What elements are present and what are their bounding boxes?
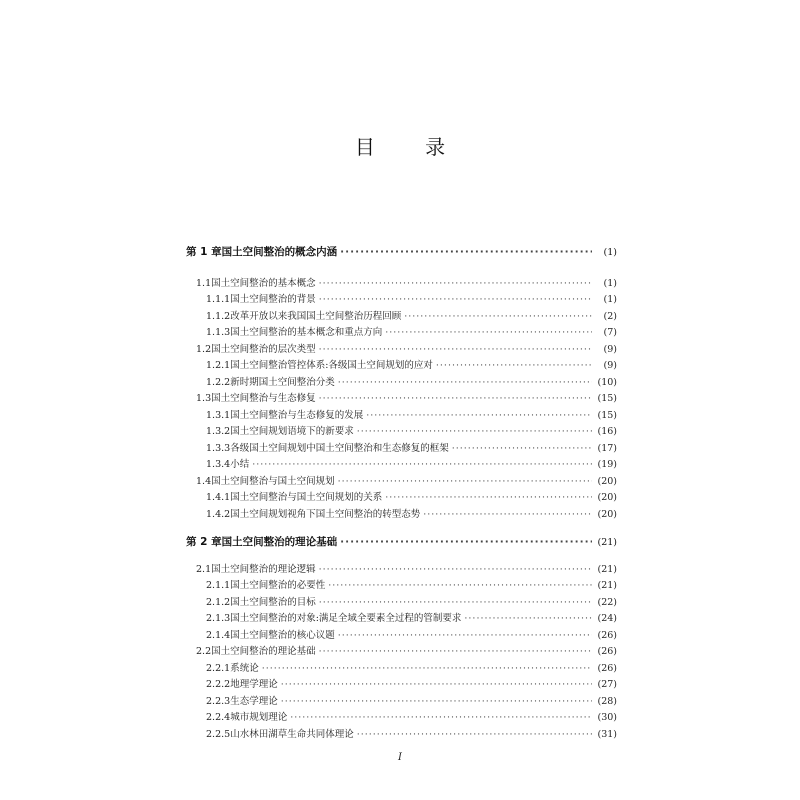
page-number: (26) xyxy=(597,646,617,657)
toc-subsection-1-1-3[interactable] xyxy=(206,326,617,339)
section-title: 国土空间整治的基本概念 xyxy=(211,278,316,289)
subsection-title: 改革开放以来我国国土空间整治历程回顾 xyxy=(230,311,402,322)
toc-chapter-1[interactable] xyxy=(186,246,617,259)
toc-subsection-2-2-4[interactable] xyxy=(206,711,617,724)
chapter-number: 第 1 章 xyxy=(186,246,222,258)
section-number: 1.4 xyxy=(196,476,212,487)
dot-leader xyxy=(319,293,592,306)
dot-leader xyxy=(338,629,592,642)
subsection-number: 2.2.5 xyxy=(206,729,231,740)
page-number: (21) xyxy=(597,537,617,548)
subsection-title: 各级国土空间规划中国土空间整治和生态修复的框架 xyxy=(230,443,449,454)
dot-leader xyxy=(340,536,592,549)
toc-subsection-2-2-1[interactable] xyxy=(206,662,617,675)
toc-subsection-1-3-4[interactable] xyxy=(206,458,617,471)
section-number: 2.1 xyxy=(196,564,212,575)
toc-subsection-2-2-2[interactable] xyxy=(206,678,617,691)
subsection-number: 2.2.1 xyxy=(206,663,231,674)
page-number: (26) xyxy=(597,630,617,641)
toc-subsection-2-2-5[interactable] xyxy=(206,728,617,741)
subsection-title: 地理学理论 xyxy=(230,679,278,690)
page-number: (30) xyxy=(597,712,617,723)
page-number: (21) xyxy=(597,580,617,591)
subsection-title: 新时期国土空间整治分类 xyxy=(230,377,335,388)
dot-leader xyxy=(262,662,592,675)
subsection-number: 2.2.4 xyxy=(206,712,231,723)
page-number: (10) xyxy=(597,377,617,388)
dot-leader xyxy=(252,458,592,471)
subsection-title: 国土空间整治与生态修复的发展 xyxy=(230,410,364,421)
toc-subsection-1-4-2[interactable] xyxy=(206,508,617,521)
dot-leader xyxy=(319,392,592,405)
section-number: 1.1 xyxy=(196,278,212,289)
toc-subsection-1-3-1[interactable] xyxy=(206,409,617,422)
subsection-title: 国土空间整治的对象:满足全域全要素全过程的管制要求 xyxy=(230,613,462,624)
subsection-number: 2.1.1 xyxy=(206,580,231,591)
dot-leader xyxy=(319,645,592,658)
subsection-title: 国土空间整治的必要性 xyxy=(230,580,326,591)
section-number: 1.2 xyxy=(196,344,212,355)
toc-subsection-1-3-2[interactable] xyxy=(206,425,617,438)
subsection-title: 国土空间整治的背景 xyxy=(230,294,316,305)
subsection-number: 1.1.3 xyxy=(206,327,231,338)
toc-subsection-2-2-3[interactable] xyxy=(206,695,617,708)
chapter-number: 第 2 章 xyxy=(186,536,222,548)
page-number: (7) xyxy=(603,327,617,338)
page-number: (1) xyxy=(603,294,617,305)
subsection-number: 2.1.4 xyxy=(206,630,231,641)
dot-leader xyxy=(281,695,592,708)
subsection-number: 1.1.1 xyxy=(206,294,231,305)
subsection-number: 2.1.2 xyxy=(206,597,231,608)
page-number: (21) xyxy=(597,564,617,575)
dot-leader xyxy=(366,409,592,422)
page-number: (20) xyxy=(597,509,617,520)
section-title: 国土空间整治的理论基础 xyxy=(211,646,316,657)
section-title: 国土空间整治与国土空间规划 xyxy=(211,476,335,487)
toc-subsection-2-1-3[interactable] xyxy=(206,612,617,625)
toc-subsection-1-2-1[interactable] xyxy=(206,359,617,372)
subsection-number: 1.4.1 xyxy=(206,492,231,503)
dot-leader xyxy=(338,376,592,389)
page-number: (9) xyxy=(603,344,617,355)
toc-chapter-2[interactable] xyxy=(186,536,617,549)
subsection-number: 2.2.2 xyxy=(206,679,231,690)
toc-section-2-1[interactable] xyxy=(196,563,617,576)
page-number: (1) xyxy=(603,278,617,289)
page-number: (28) xyxy=(597,696,617,707)
subsection-number: 2.1.3 xyxy=(206,613,231,624)
dot-leader xyxy=(357,425,592,438)
page-title: 目 录 xyxy=(354,135,468,159)
dot-leader xyxy=(290,711,592,724)
page-number: (22) xyxy=(597,597,617,608)
dot-leader xyxy=(436,359,592,372)
chapter-title: 国土空间整治的概念内涵 xyxy=(221,246,338,258)
dot-leader xyxy=(328,579,592,592)
dot-leader xyxy=(319,343,592,356)
subsection-number: 1.2.2 xyxy=(206,377,231,388)
page-number: (15) xyxy=(597,410,617,421)
section-number: 1.3 xyxy=(196,393,212,404)
page-number: (26) xyxy=(597,663,617,674)
subsection-title: 国土空间规划视角下国土空间整治的转型态势 xyxy=(230,509,421,520)
subsection-title: 城市规划理论 xyxy=(230,712,288,723)
toc-subsection-1-3-3[interactable] xyxy=(206,442,617,455)
toc-section-2-2[interactable] xyxy=(196,645,617,658)
toc-subsection-1-1-2[interactable] xyxy=(206,310,617,323)
toc-section-1-4[interactable] xyxy=(196,475,617,488)
page-number: (16) xyxy=(597,426,617,437)
page-number: (24) xyxy=(597,613,617,624)
dot-leader xyxy=(404,310,592,323)
subsection-number: 1.2.1 xyxy=(206,360,231,371)
dot-leader xyxy=(340,246,592,259)
dot-leader xyxy=(319,596,592,609)
page-number: (20) xyxy=(597,476,617,487)
page-number: (9) xyxy=(603,360,617,371)
section-title: 国土空间整治的层次类型 xyxy=(211,344,316,355)
page-number: (27) xyxy=(597,679,617,690)
subsection-number: 2.2.3 xyxy=(206,696,231,707)
page-number: (2) xyxy=(603,311,617,322)
dot-leader xyxy=(338,475,592,488)
subsection-title: 系统论 xyxy=(230,663,259,674)
page-number: (20) xyxy=(597,492,617,503)
dot-leader xyxy=(357,728,592,741)
toc-subsection-2-1-2[interactable] xyxy=(206,596,617,609)
subsection-title: 小结 xyxy=(230,459,250,470)
subsection-title: 国土空间整治的目标 xyxy=(230,597,316,608)
dot-leader xyxy=(423,508,592,521)
section-title: 国土空间整治与生态修复 xyxy=(211,393,316,404)
dot-leader xyxy=(452,442,592,455)
section-number: 2.2 xyxy=(196,646,212,657)
subsection-title: 国土空间整治与国土空间规划的关系 xyxy=(230,492,383,503)
subsection-number: 1.3.2 xyxy=(206,426,231,437)
subsection-title: 国土空间整治的核心议题 xyxy=(230,630,335,641)
dot-leader xyxy=(464,612,592,625)
subsection-number: 1.3.3 xyxy=(206,443,231,454)
subsection-title: 生态学理论 xyxy=(230,696,278,707)
dot-leader xyxy=(319,563,592,576)
page-number: (1) xyxy=(603,247,617,258)
toc-section-1-2[interactable] xyxy=(196,343,617,356)
toc-subsection-1-4-1[interactable] xyxy=(206,491,617,504)
toc-section-1-3[interactable] xyxy=(196,392,617,405)
toc-section-1-1[interactable] xyxy=(196,277,617,290)
dot-leader xyxy=(385,326,592,339)
subsection-title: 国土空间整治管控体系:各级国土空间规划的应对 xyxy=(230,360,433,371)
page-number: (19) xyxy=(597,459,617,470)
page-folio: I xyxy=(398,752,402,763)
toc-subsection-1-2-2[interactable] xyxy=(206,376,617,389)
subsection-title: 国土空间规划语境下的新要求 xyxy=(230,426,354,437)
toc-subsection-2-1-1[interactable] xyxy=(206,579,617,592)
dot-leader xyxy=(319,277,592,290)
chapter-title: 国土空间整治的理论基础 xyxy=(221,536,338,548)
subsection-number: 1.3.1 xyxy=(206,410,231,421)
toc-subsection-2-1-4[interactable] xyxy=(206,629,617,642)
page-number: (31) xyxy=(597,729,617,740)
page-number: (15) xyxy=(597,393,617,404)
subsection-number: 1.3.4 xyxy=(206,459,231,470)
dot-leader xyxy=(385,491,592,504)
dot-leader xyxy=(281,678,592,691)
subsection-number: 1.1.2 xyxy=(206,311,231,322)
subsection-title: 山水林田湖草生命共同体理论 xyxy=(230,729,354,740)
subsection-number: 1.4.2 xyxy=(206,509,231,520)
toc-subsection-1-1-1[interactable] xyxy=(206,293,617,306)
section-title: 国土空间整治的理论逻辑 xyxy=(211,564,316,575)
page-number: (17) xyxy=(597,443,617,454)
subsection-title: 国土空间整治的基本概念和重点方向 xyxy=(230,327,383,338)
